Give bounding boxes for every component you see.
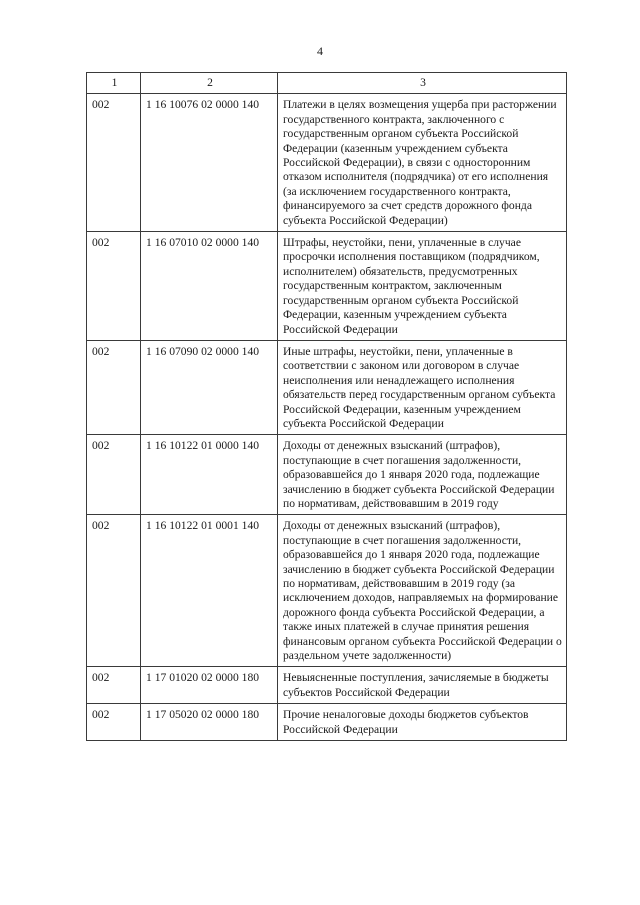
- description-cell: Доходы от денежных взысканий (штрафов), поступающие в счет погашения задолженности, образовавшейся до 1 января 2020 года, подлежащие зачислению в бюджет субъекта Российской Федерации по нормативам, действовавшим в 2019 году: [278, 435, 567, 515]
- admin-code-cell: 002: [87, 94, 141, 232]
- admin-code-cell: 002: [87, 232, 141, 341]
- admin-code-cell: 002: [87, 704, 141, 741]
- description-cell: Прочие неналоговые доходы бюджетов субъектов Российской Федерации: [278, 704, 567, 741]
- page-number: 4: [317, 44, 323, 58]
- kbk-code-cell: 1 17 01020 02 0000 180: [141, 667, 278, 704]
- kbk-code-cell: 1 16 07090 02 0000 140: [141, 340, 278, 434]
- description-cell: Штрафы, неустойки, пени, уплаченные в случае просрочки исполнения поставщиком (подрядчиком, исполнителем) обязательств, предусмотренных государственным контрактом, заключенным государственным органом субъекта Российской Федерации, казенным учреждением субъекта Российской Федерации: [278, 232, 567, 341]
- table-row: [87, 704, 567, 741]
- description-cell: Доходы от денежных взысканий (штрафов), поступающие в счет погашения задолженности, образовавшейся до 1 января 2020 года, подлежащие зачислению в бюджет субъекта Российской Федерации по нормативам, действовавшим в 2019 году (за исключением доходов, направляемых на формирование дорожного фонда субъекта Российской Федерации, а также иных платежей в случае принятия решения финансовым органом субъекта Российской Федерации о раздельном учете задолженности): [278, 515, 567, 667]
- column-header-2: 2: [141, 73, 278, 94]
- admin-code-cell: 002: [87, 515, 141, 667]
- admin-code-cell: 002: [87, 435, 141, 515]
- table-row: [87, 340, 567, 434]
- kbk-code-cell: 1 17 05020 02 0000 180: [141, 704, 278, 741]
- admin-code-cell: 002: [87, 667, 141, 704]
- table-row: [87, 515, 567, 667]
- table-header-row: [87, 73, 567, 94]
- kbk-code-cell: 1 16 07010 02 0000 140: [141, 232, 278, 341]
- table-row: [87, 232, 567, 341]
- table-row: [87, 94, 567, 232]
- revenue-code-table: [86, 72, 567, 741]
- table-row: [87, 435, 567, 515]
- kbk-code-cell: 1 16 10122 01 0000 140: [141, 435, 278, 515]
- kbk-code-cell: 1 16 10076 02 0000 140: [141, 94, 278, 232]
- description-cell: Платежи в целях возмещения ущерба при расторжении государственного контракта, заключенного с государственным органом субъекта Российской Федерации (казенным учреждением субъекта Российской Федерации), в связи с односторонним отказом исполнителя (подрядчика) от его исполнения (за исключением государственного контракта, финансируемого за счет средств дорожного фонда субъекта Российской Федерации): [278, 94, 567, 232]
- kbk-code-cell: 1 16 10122 01 0001 140: [141, 515, 278, 667]
- table-row: [87, 667, 567, 704]
- description-cell: Невыясненные поступления, зачисляемые в бюджеты субъектов Российской Федерации: [278, 667, 567, 704]
- admin-code-cell: 002: [87, 340, 141, 434]
- column-header-1: 1: [87, 73, 141, 94]
- column-header-3: 3: [278, 73, 567, 94]
- description-cell: Иные штрафы, неустойки, пени, уплаченные в соответствии с законом или договором в случае неисполнения или ненадлежащего исполнения обязательств перед государственным органом субъекта Российской Федерации, казенным учреждением субъекта Российской Федерации: [278, 340, 567, 434]
